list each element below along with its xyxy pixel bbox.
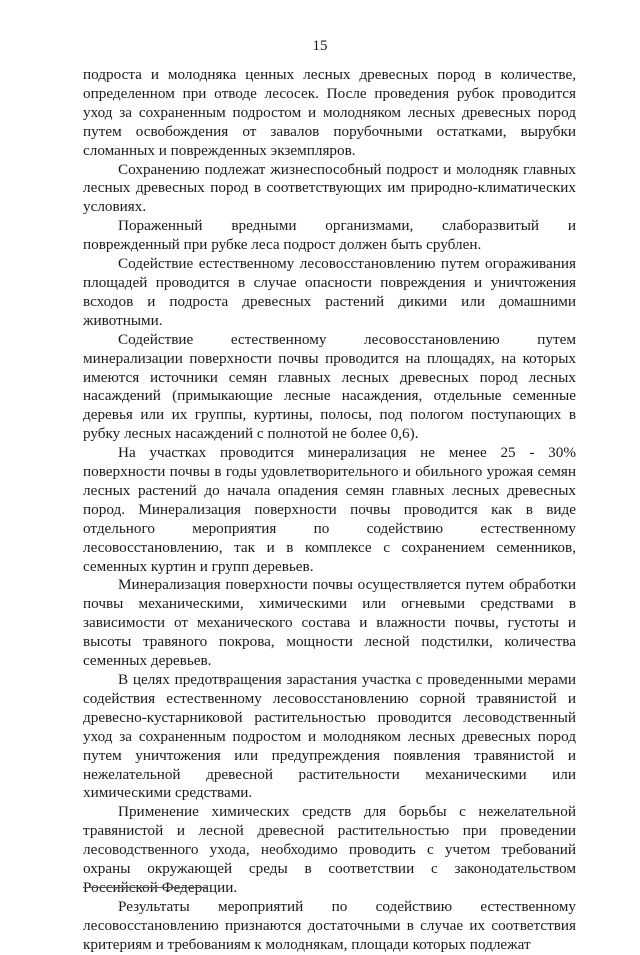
paragraph: Содействие естественному лесовосстановлению путем огораживания площадей проводится в случае опасности повреждения и уничтожения всходов и подроста древесных растений дикими или домашними животными. [83, 255, 576, 329]
paragraph: На участках проводится минерализация не менее 25 - 30% поверхности почвы в годы удовлетворительного и обильного урожая семян лесных растений до начала опадения семян главных лесных древесных пород. Минерализация поверхности почвы проводится как в виде отдельного мероприятия по содействию естественному лесовосстановлению, так и в комплексе с сохранением семенников, семенных куртин и групп деревьев. [83, 444, 576, 575]
paragraph: Содействие естественному лесовосстановлению путем минерализации поверхности почвы проводится на площадях, на которых имеются источники семян главных лесных древесных пород лесных насаждений (примыкающие лесные насаждения, отдельные семенные деревья или их группы, куртины, полосы, под пологом поступающих в рубку лесных насаждений с полнотой не более 0,6). [83, 330, 576, 443]
paragraph: Пораженный вредными организмами, слаборазвитый и поврежденный при рубке леса подрост должен быть срублен. [83, 217, 576, 254]
document-body [83, 66, 576, 955]
paragraph: В целях предотвращения зарастания участка с проведенными мерами содействия естественному лесовосстановлению сорной травянистой и древесно-кустарниковой растительностью проводится лесоводственный уход за сохраненным подростом и молодняком лесных древесных пород путем уничтожения или предупреждения появления травянистой и нежелательной древесной растительности механическими или химическими средствами. [83, 671, 576, 802]
paragraph: Сохранению подлежат жизнеспособный подрост и молодняк главных лесных древесных пород в соответствующих им природно-климатических условиях. [83, 160, 576, 216]
page-number: 15 [312, 38, 328, 54]
paragraph: Применение химических средств для борьбы с нежелательной травянистой и лесной древесной растительностью при проведении лесоводственного ухода, необходимо проводить с учетом требований охраны окружающей среды в соответствии с законодательством Российской Федерации. [83, 803, 576, 896]
paragraph: подроста и молодняка ценных лесных древесных пород в количестве, определенном при отводе лесосек. После проведения рубок проводится уход за сохраненным подростом и молодняком лесных древесных пород путем освобождения от завалов порубочными остатками, вырубки сломанных и поврежденных экземпляров. [83, 66, 576, 159]
footer-divider [83, 887, 208, 888]
paragraph: Результаты мероприятий по содействию естественному лесовосстановлению признаются достаточными в случае их соответствия критериям и требованиям к молоднякам, площади которых подлежат [83, 897, 576, 953]
paragraph: Минерализация поверхности почвы осуществляется путем обработки почвы механическими, химическими или огневыми средствами в зависимости от механического состава и влажности почвы, густоты и высоты травяного покрова, мощности лесной подстилки, количества семенных деревьев. [83, 576, 576, 670]
